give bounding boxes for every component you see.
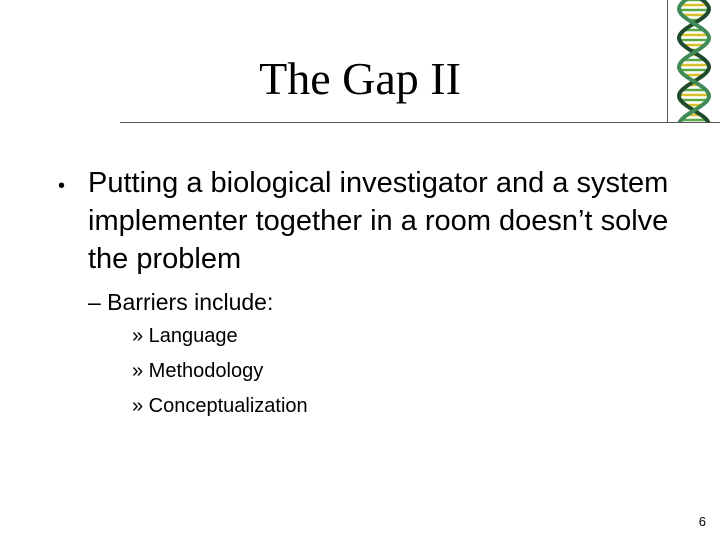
sub-bullet-text: – Barriers include:: [88, 289, 274, 315]
page-number: 6: [698, 514, 706, 529]
sub-sub-item-methodology: » Methodology: [132, 360, 264, 382]
slide-title: The Gap II: [259, 53, 461, 104]
bullet-text: Putting a biological investigator and a system implementer together in a room doesn’t solve the problem: [88, 167, 669, 275]
sub-sub-item-conceptualization: » Conceptualization: [132, 395, 308, 417]
sub-sub-item-language: » Language: [132, 325, 238, 347]
bullet-marker: •: [58, 175, 66, 197]
title-divider-horizontal: [120, 122, 720, 123]
dna-helix-icon: [668, 0, 720, 122]
